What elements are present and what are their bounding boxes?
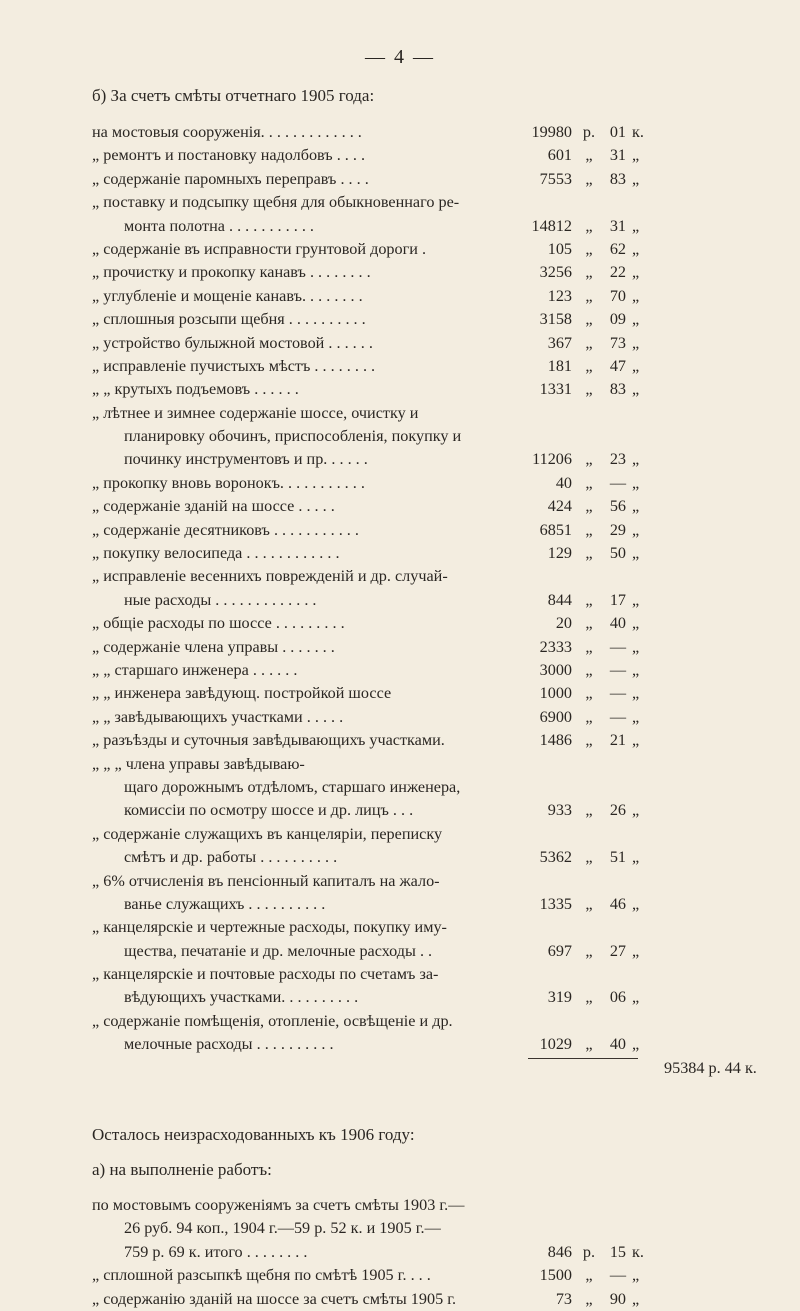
ledger-row bbox=[0, 168, 800, 191]
section-heading-b: б) За счетъ смѣты отчетнаго 1905 года: bbox=[92, 86, 375, 105]
row-label: щаго дорожнымъ отдѣломъ, старшаго инженера, bbox=[124, 777, 461, 796]
row-currency-mark: „ bbox=[585, 473, 593, 492]
row-amount: 11206 bbox=[532, 450, 572, 469]
row-kopecks: 70 bbox=[609, 286, 626, 305]
ledger-row bbox=[0, 1264, 800, 1287]
row-unit-mark: „ bbox=[632, 894, 640, 913]
row-unit-mark: „ bbox=[632, 520, 640, 539]
row-label: „ содержаніе въ исправности грунтовой дороги . bbox=[92, 239, 427, 258]
row-amount: 3000 bbox=[539, 660, 572, 679]
row-amount: 14812 bbox=[531, 216, 572, 235]
ledger-row bbox=[0, 986, 800, 1009]
row-amount: 601 bbox=[547, 146, 572, 165]
row-currency-mark: „ bbox=[585, 169, 593, 188]
row-amount: 1000 bbox=[539, 684, 572, 703]
ledger-row bbox=[0, 1288, 800, 1311]
row-amount: 3256 bbox=[539, 263, 572, 282]
row-currency-mark: „ bbox=[585, 310, 593, 329]
row-currency-mark: „ bbox=[585, 590, 593, 609]
row-unit-mark: „ bbox=[632, 988, 640, 1007]
row-currency-mark: „ bbox=[585, 1266, 593, 1285]
row-amount: 933 bbox=[547, 801, 572, 820]
row-unit-mark: „ bbox=[632, 1266, 640, 1285]
subtotal-rule bbox=[528, 1058, 638, 1059]
ledger-row bbox=[0, 378, 800, 401]
row-amount: 73 bbox=[555, 1289, 572, 1308]
ledger-row bbox=[0, 308, 800, 331]
row-unit-mark: „ bbox=[632, 239, 640, 258]
row-unit-mark: „ bbox=[632, 216, 640, 235]
row-kopecks: 21 bbox=[609, 731, 626, 750]
row-kopecks: 01 bbox=[609, 123, 626, 141]
row-kopecks: 22 bbox=[609, 263, 626, 282]
row-label: 759 р. 69 к. итого . . . . . . . . bbox=[124, 1242, 308, 1261]
row-amount: 319 bbox=[547, 988, 572, 1007]
row-currency-mark: „ bbox=[585, 848, 593, 867]
row-label: „ покупку велосипеда . . . . . . . . . . . . bbox=[92, 544, 340, 563]
row-label: 26 руб. 94 коп., 1904 г.—59 р. 52 к. и 1905 г.— bbox=[124, 1219, 441, 1238]
row-kopecks: 56 bbox=[609, 497, 626, 516]
ledger-row bbox=[0, 144, 800, 167]
ledger-row bbox=[0, 332, 800, 355]
ledger-row bbox=[0, 870, 800, 893]
row-kopecks: 73 bbox=[609, 333, 626, 352]
row-kopecks: 15 bbox=[609, 1242, 626, 1261]
row-unit-mark: „ bbox=[632, 731, 640, 750]
row-unit-mark: к. bbox=[632, 1242, 644, 1261]
row-kopecks: — bbox=[609, 660, 626, 679]
row-label: „ сплошной разсыпкѣ щебня по смѣтѣ 1905 г. . . . bbox=[92, 1266, 431, 1285]
row-currency-mark: р. bbox=[582, 1242, 596, 1261]
row-label: „ общіе расходы по шоссе . . . . . . . . . bbox=[92, 614, 345, 633]
row-label: „ содержаніе десятниковъ . . . . . . . . . . . bbox=[92, 520, 359, 539]
row-label: вѣдующихъ участками. . . . . . . . . . bbox=[124, 988, 359, 1007]
ledger-row bbox=[0, 448, 800, 471]
row-amount: 181 bbox=[547, 356, 572, 375]
row-kopecks: 31 bbox=[609, 216, 626, 235]
expense-list bbox=[0, 121, 800, 1057]
row-amount: 697 bbox=[547, 941, 572, 960]
row-amount: 1029 bbox=[539, 1035, 572, 1054]
row-label: „ „ „ члена управы завѣдываю- bbox=[92, 754, 305, 773]
row-label: „ „ старшаго инженера . . . . . . bbox=[92, 660, 298, 679]
row-currency-mark: „ bbox=[585, 356, 593, 375]
row-currency-mark: „ bbox=[585, 637, 593, 656]
row-kopecks: 27 bbox=[609, 941, 626, 960]
row-kopecks: — bbox=[609, 637, 626, 656]
row-unit-mark: „ bbox=[632, 707, 640, 726]
row-kopecks: 26 bbox=[609, 801, 626, 820]
row-unit-mark: „ bbox=[632, 286, 640, 305]
row-currency-mark: „ bbox=[585, 1289, 593, 1308]
row-label: „ канцелярскіе и почтовые расходы по счетамъ за- bbox=[92, 965, 439, 984]
ledger-row bbox=[0, 121, 800, 144]
ledger-row bbox=[0, 495, 800, 518]
row-label: „ углубленіе и мощеніе канавъ. . . . . . . . bbox=[92, 286, 363, 305]
row-label: „ лѣтнее и зимнее содержаніе шоссе, очистку и bbox=[92, 403, 419, 422]
row-kopecks: 47 bbox=[609, 356, 626, 375]
row-kopecks: 83 bbox=[609, 380, 626, 399]
ledger-row bbox=[0, 846, 800, 869]
remaining-heading: Осталось неизрасходованныхъ къ 1906 году: bbox=[92, 1125, 415, 1144]
ledger-row bbox=[0, 1194, 800, 1217]
row-label: „ „ крутыхъ подъемовъ . . . . . . bbox=[92, 380, 299, 399]
row-amount: 19980 bbox=[531, 123, 572, 141]
row-kopecks: 40 bbox=[609, 614, 626, 633]
row-label: щества, печатаніе и др. мелочные расходы . . bbox=[124, 941, 433, 960]
row-currency-mark: „ bbox=[585, 731, 593, 750]
row-amount: 424 bbox=[547, 497, 572, 516]
row-label: „ содержаніе помѣщенія, отопленіе, освѣщеніе и др. bbox=[92, 1011, 453, 1030]
row-currency-mark: „ bbox=[585, 333, 593, 352]
ledger-row bbox=[0, 682, 800, 705]
row-unit-mark: „ bbox=[632, 310, 640, 329]
row-unit-mark: „ bbox=[632, 941, 640, 960]
row-label: „ поставку и подсыпку щебня для обыкновеннаго ре- bbox=[92, 193, 460, 212]
row-kopecks: — bbox=[609, 473, 626, 492]
row-unit-mark: „ bbox=[632, 637, 640, 656]
row-currency-mark: „ bbox=[585, 146, 593, 165]
row-label: „ 6% отчисленія въ пенсіонный капиталъ на жало- bbox=[92, 871, 440, 890]
row-label: „ содержаніе зданій на шоссе . . . . . bbox=[92, 497, 335, 516]
subtotal: 95384 р. 44 к. bbox=[664, 1059, 757, 1077]
row-currency-mark: „ bbox=[585, 988, 593, 1007]
row-amount: 2333 bbox=[539, 637, 572, 656]
row-amount: 846 bbox=[547, 1242, 572, 1261]
ledger-row bbox=[0, 402, 800, 425]
ledger-row bbox=[0, 776, 800, 799]
row-amount: 40 bbox=[555, 473, 572, 492]
row-kopecks: 17 bbox=[609, 590, 626, 609]
row-currency-mark: „ bbox=[585, 544, 593, 563]
row-amount: 1486 bbox=[539, 731, 572, 750]
row-unit-mark: „ bbox=[632, 590, 640, 609]
row-label: ные расходы . . . . . . . . . . . . . bbox=[124, 590, 317, 609]
row-unit-mark: „ bbox=[632, 497, 640, 516]
row-label: „ содержаніе члена управы . . . . . . . bbox=[92, 637, 335, 656]
row-amount: 6900 bbox=[539, 707, 572, 726]
row-label: „ ремонтъ и постановку надолбовъ . . . . bbox=[92, 146, 366, 165]
row-label: „ исправленіе пучистыхъ мѣстъ . . . . . . . . bbox=[92, 356, 376, 375]
row-label: „ „ инженера завѣдующ. постройкой шоссе bbox=[92, 684, 392, 703]
page-number: — 4 — bbox=[365, 46, 435, 68]
ledger-row bbox=[0, 261, 800, 284]
row-unit-mark: „ bbox=[632, 450, 640, 469]
row-label: „ канцелярскіе и чертежные расходы, покупку иму- bbox=[92, 918, 447, 937]
row-unit-mark: к. bbox=[632, 123, 644, 141]
row-unit-mark: „ bbox=[632, 146, 640, 165]
ledger-row bbox=[0, 612, 800, 635]
row-kopecks: 83 bbox=[609, 169, 626, 188]
ledger-row bbox=[0, 215, 800, 238]
row-label: „ „ завѣдывающихъ участками . . . . . bbox=[92, 707, 344, 726]
row-unit-mark: „ bbox=[632, 356, 640, 375]
row-amount: 1500 bbox=[539, 1266, 572, 1285]
row-kopecks: 06 bbox=[609, 988, 626, 1007]
row-currency-mark: „ bbox=[585, 801, 593, 820]
row-label: „ содержаніе паромныхъ переправъ . . . . bbox=[92, 169, 369, 188]
row-label: планировку обочинъ, приспособленія, покупку и bbox=[124, 427, 462, 446]
row-label: „ устройство булыжной мостовой . . . . . . bbox=[92, 333, 373, 352]
row-amount: 6851 bbox=[539, 520, 572, 539]
row-currency-mark: „ bbox=[585, 684, 593, 703]
row-kopecks: 90 bbox=[609, 1289, 626, 1308]
ledger-row bbox=[0, 893, 800, 916]
row-unit-mark: „ bbox=[632, 544, 640, 563]
row-currency-mark: „ bbox=[585, 380, 593, 399]
row-currency-mark: „ bbox=[585, 660, 593, 679]
row-unit-mark: „ bbox=[632, 169, 640, 188]
ledger-row bbox=[0, 916, 800, 939]
row-kopecks: 23 bbox=[609, 450, 626, 469]
row-unit-mark: „ bbox=[632, 1035, 640, 1054]
ledger-row bbox=[0, 1241, 800, 1264]
row-unit-mark: „ bbox=[632, 660, 640, 679]
row-kopecks: 46 bbox=[609, 894, 626, 913]
ledger-row bbox=[0, 542, 800, 565]
ledger-row bbox=[0, 425, 800, 448]
row-unit-mark: „ bbox=[632, 380, 640, 399]
row-currency-mark: „ bbox=[585, 1035, 593, 1054]
row-currency-mark: „ bbox=[585, 707, 593, 726]
row-label: мелочные расходы . . . . . . . . . . bbox=[124, 1035, 334, 1054]
row-kopecks: 51 bbox=[609, 848, 626, 867]
ledger-row bbox=[0, 940, 800, 963]
row-currency-mark: „ bbox=[585, 497, 593, 516]
remaining-list bbox=[0, 1194, 800, 1311]
ledger-row bbox=[0, 729, 800, 752]
row-unit-mark: „ bbox=[632, 614, 640, 633]
ledger-row bbox=[0, 753, 800, 776]
row-kopecks: — bbox=[609, 684, 626, 703]
ledger-row bbox=[0, 238, 800, 261]
row-currency-mark: „ bbox=[585, 941, 593, 960]
row-amount: 1335 bbox=[539, 894, 572, 913]
row-unit-mark: „ bbox=[632, 848, 640, 867]
row-currency-mark: „ bbox=[585, 263, 593, 282]
row-currency-mark: „ bbox=[585, 239, 593, 258]
row-kopecks: 40 bbox=[609, 1035, 626, 1054]
row-label: „ содержаніе служащихъ въ канцеляріи, переписку bbox=[92, 824, 443, 843]
row-kopecks: 62 bbox=[609, 239, 626, 258]
row-label: ванье служащихъ . . . . . . . . . . bbox=[124, 894, 326, 913]
row-kopecks: 09 bbox=[609, 310, 626, 329]
ledger-row bbox=[0, 1033, 800, 1056]
ledger-row bbox=[0, 285, 800, 308]
row-label: „ разъѣзды и суточныя завѣдывающихъ участками. bbox=[92, 731, 445, 750]
row-amount: 123 bbox=[547, 286, 572, 305]
row-label: „ прочистку и прокопку канавъ . . . . . . . . bbox=[92, 263, 371, 282]
ledger-row bbox=[0, 565, 800, 588]
row-amount: 20 bbox=[555, 614, 572, 633]
row-amount: 7553 bbox=[539, 169, 572, 188]
ledger-row bbox=[0, 472, 800, 495]
row-unit-mark: „ bbox=[632, 473, 640, 492]
row-kopecks: — bbox=[609, 1266, 626, 1285]
row-currency-mark: р. bbox=[582, 123, 596, 141]
row-amount: 3158 bbox=[539, 310, 572, 329]
row-unit-mark: „ bbox=[632, 1289, 640, 1308]
ledger-row bbox=[0, 636, 800, 659]
ledger-row bbox=[0, 963, 800, 986]
ledger-row bbox=[0, 355, 800, 378]
row-label: по мостовымъ сооруженіямъ за счетъ смѣты 1903 г.— bbox=[92, 1196, 465, 1214]
subsection-a-heading: а) на выполненіе работъ: bbox=[92, 1160, 272, 1179]
row-label: „ прокопку вновь воронокъ. . . . . . . . . . . bbox=[92, 473, 365, 492]
row-unit-mark: „ bbox=[632, 333, 640, 352]
row-label: „ исправленіе весеннихъ поврежденій и др. случай- bbox=[92, 567, 448, 586]
row-label: „ сплошныя розсыпи щебня . . . . . . . . . . bbox=[92, 310, 366, 329]
row-kopecks: 31 bbox=[609, 146, 626, 165]
row-amount: 5362 bbox=[539, 848, 572, 867]
row-label: комиссіи по осмотру шоссе и др. лицъ . . . bbox=[124, 801, 414, 820]
row-label: монта полотна . . . . . . . . . . . bbox=[124, 216, 314, 235]
row-currency-mark: „ bbox=[585, 286, 593, 305]
row-amount: 844 bbox=[547, 590, 572, 609]
row-label: „ содержанію зданій на шоссе за счетъ смѣты 1905 г. bbox=[92, 1289, 457, 1308]
row-kopecks: — bbox=[609, 707, 626, 726]
row-currency-mark: „ bbox=[585, 520, 593, 539]
ledger-row bbox=[0, 706, 800, 729]
ledger-row bbox=[0, 191, 800, 214]
row-amount: 367 bbox=[547, 333, 572, 352]
row-amount: 105 bbox=[547, 239, 572, 258]
row-currency-mark: „ bbox=[585, 894, 593, 913]
row-amount: 1331 bbox=[539, 380, 572, 399]
row-currency-mark: „ bbox=[585, 216, 593, 235]
ledger-row bbox=[0, 823, 800, 846]
row-currency-mark: „ bbox=[585, 450, 593, 469]
ledger-row bbox=[0, 659, 800, 682]
row-amount: 129 bbox=[547, 544, 572, 563]
row-unit-mark: „ bbox=[632, 801, 640, 820]
row-kopecks: 50 bbox=[609, 544, 626, 563]
ledger-row bbox=[0, 799, 800, 822]
ledger-row bbox=[0, 1010, 800, 1033]
row-label: смѣтъ и др. работы . . . . . . . . . . bbox=[124, 848, 338, 867]
row-label: на мостовыя сооруженія. . . . . . . . . . . . . bbox=[92, 123, 362, 141]
row-label: починку инструментовъ и пр. . . . . . bbox=[124, 450, 368, 469]
ledger-row bbox=[0, 519, 800, 542]
row-unit-mark: „ bbox=[632, 263, 640, 282]
ledger-row bbox=[0, 589, 800, 612]
row-kopecks: 29 bbox=[609, 520, 626, 539]
row-currency-mark: „ bbox=[585, 614, 593, 633]
row-unit-mark: „ bbox=[632, 684, 640, 703]
